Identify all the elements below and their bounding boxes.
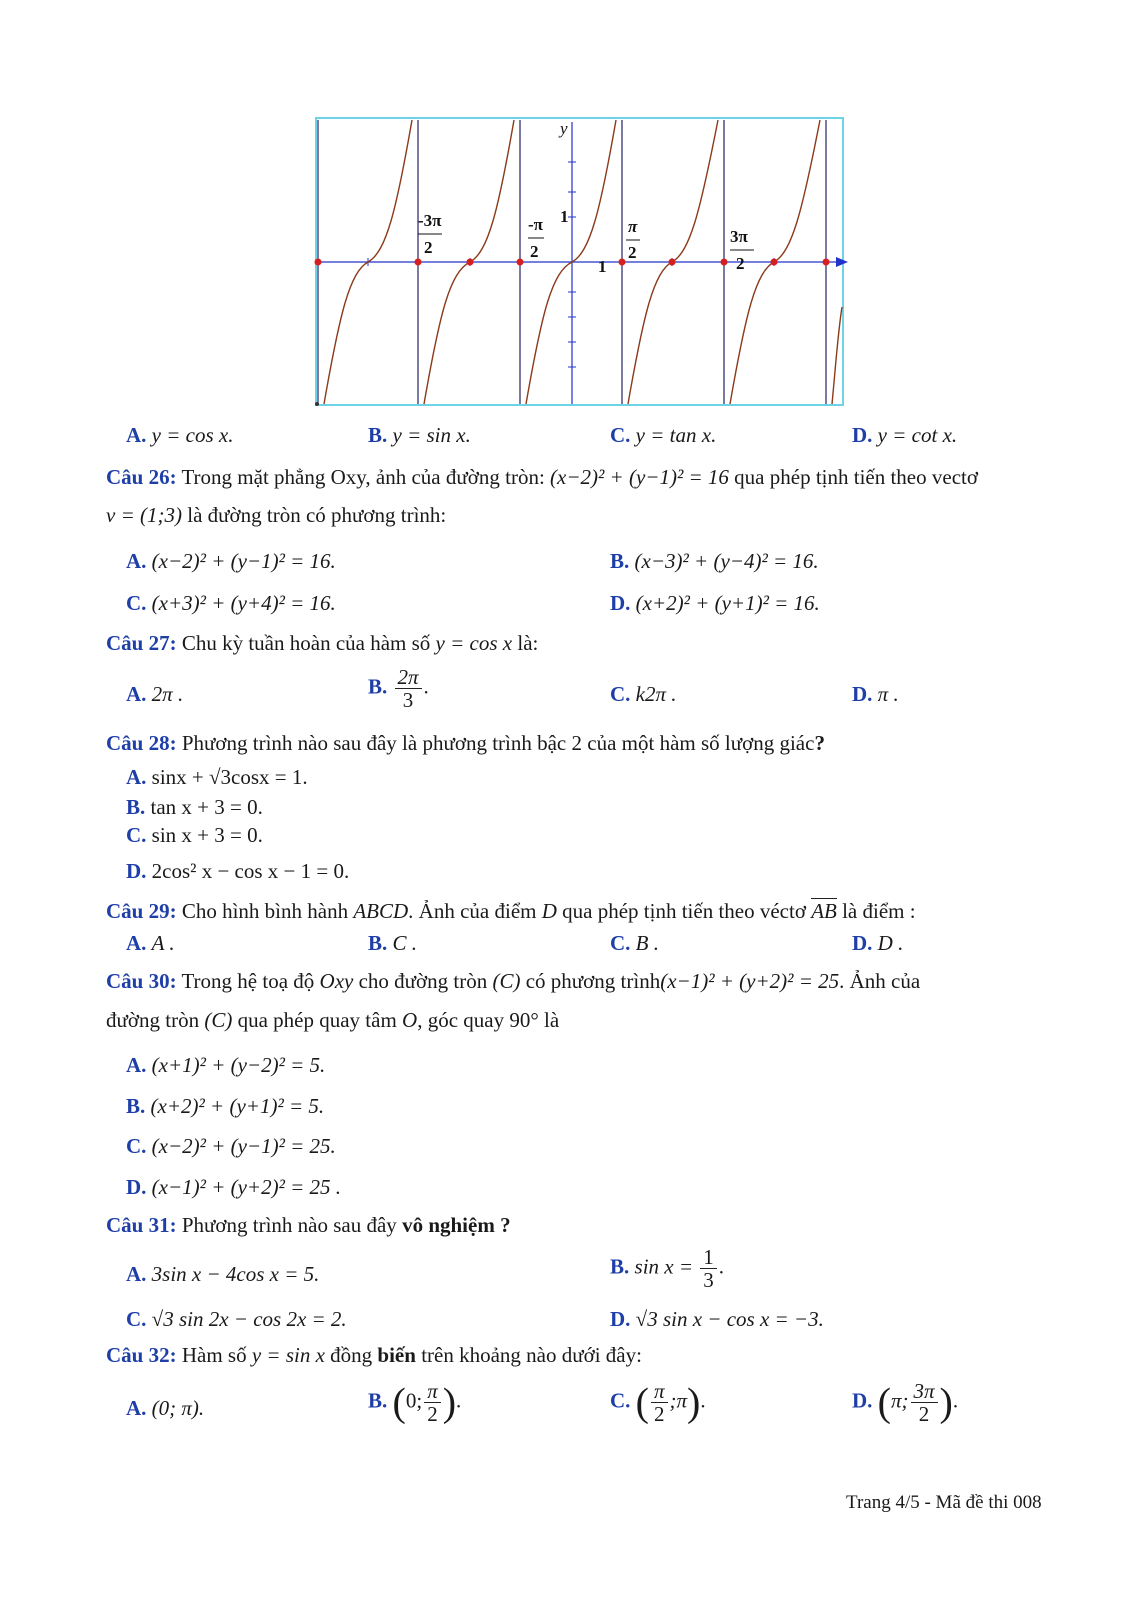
q27-option-b[interactable]: B. $\frac{2\pi}{3}$ . bbox=[368, 665, 429, 713]
q31-option-d[interactable]: D. √3 sin x − cos x = −3. bbox=[610, 1307, 824, 1331]
label-one-top: 1 bbox=[560, 207, 569, 226]
cot-graph bbox=[310, 112, 850, 412]
label-pi-den: 2 bbox=[628, 243, 637, 262]
q26-option-d[interactable]: D. (x+2)² + (y+1)² = 16. bbox=[610, 591, 820, 615]
label-3pi-num: 3π bbox=[730, 227, 748, 246]
q32-option-b[interactable]: B. (0; $\frac{\pi}{2}$ ). bbox=[368, 1379, 462, 1427]
q32-stem: Câu 32: Hàm số y = sin x đồng biến trên khoảng nào dưới đây: bbox=[106, 1343, 642, 1367]
q29-option-a[interactable]: A. A . bbox=[126, 931, 175, 955]
q25-option-d[interactable]: D. y = cot x. bbox=[852, 423, 958, 447]
q32-option-c[interactable]: C. ( $\frac{\pi}{2}$ ;π). bbox=[610, 1379, 706, 1427]
q27-option-d[interactable]: D. π . bbox=[852, 682, 899, 706]
label-one-right: 1 bbox=[598, 257, 607, 276]
q27-stem: Câu 27: Chu kỳ tuần hoàn của hàm số y = cos x là: bbox=[106, 631, 539, 655]
q30-stem-line2: đường tròn (C) qua phép quay tâm O, góc quay 90° là bbox=[106, 1008, 560, 1032]
label-3pi-den: 2 bbox=[736, 254, 745, 273]
q31-option-b[interactable]: B. sin x = $\frac{1}{3}$ . bbox=[610, 1245, 725, 1293]
q28-option-b[interactable]: B. tan x + 3 = 0. bbox=[126, 795, 263, 819]
q29-option-c[interactable]: C. B . bbox=[610, 931, 659, 955]
vector-v: v = (1;3) bbox=[106, 503, 182, 527]
label-m3pi-num: -3π bbox=[418, 211, 442, 230]
q28-stem: Câu 28: Phương trình nào sau đây là phương trình bậc 2 của một hàm số lượng giác? bbox=[106, 731, 825, 755]
label-mpi-num: -π bbox=[528, 215, 543, 234]
q30-stem-line1: Câu 30: Trong hệ toạ độ Oxy cho đường tròn (C) có phương trình(x−1)² + (y+2)² = 25. Ảnh của bbox=[106, 969, 921, 993]
q29-option-b[interactable]: B. C . bbox=[368, 931, 418, 955]
q27-option-a[interactable]: A. 2π . bbox=[126, 682, 184, 706]
page-footer: Trang 4/5 - Mã đề thi 008 bbox=[846, 1492, 1042, 1513]
graph-corner-dot bbox=[315, 402, 319, 406]
q26-stem-line2: v = (1;3) là đường tròn có phương trình: bbox=[106, 503, 447, 527]
q31-stem: Câu 31: Phương trình nào sau đây vô nghiệm ? bbox=[106, 1213, 511, 1237]
q28-option-d[interactable]: D. 2cos² x − cos x − 1 = 0. bbox=[126, 859, 350, 883]
q32-option-a[interactable]: A. (0; π). bbox=[126, 1396, 205, 1420]
q30-option-b[interactable]: B. (x+2)² + (y+1)² = 5. bbox=[126, 1094, 325, 1118]
vector-ab: AB bbox=[811, 899, 837, 923]
q29-option-d[interactable]: D. D . bbox=[852, 931, 904, 955]
q30-option-a[interactable]: A. (x+1)² + (y−2)² = 5. bbox=[126, 1053, 326, 1077]
q26-option-c[interactable]: C. (x+3)² + (y+4)² = 16. bbox=[126, 591, 336, 615]
q25-option-c[interactable]: C. y = tan x. bbox=[610, 423, 717, 447]
q27-option-c[interactable]: C. k2π . bbox=[610, 682, 677, 706]
q26-option-a[interactable]: A. (x−2)² + (y−1)² = 16. bbox=[126, 549, 336, 573]
label-mpi-den: 2 bbox=[530, 242, 539, 261]
q32-option-d[interactable]: D. (π; $\frac{3\pi}{2}$ ). bbox=[852, 1379, 959, 1427]
q28-option-a[interactable]: A. sinx + √3cosx = 1. bbox=[126, 765, 308, 789]
q26-stem-line1: Câu 26: Trong mặt phẳng Oxy, ảnh của đường tròn: (x−2)² + (y−1)² = 16 qua phép tịnh tiến theo vectơ bbox=[106, 465, 978, 489]
y-label: y bbox=[560, 119, 568, 138]
q30-option-d[interactable]: D. (x−1)² + (y+2)² = 25 . bbox=[126, 1175, 342, 1199]
q29-stem: Câu 29: Cho hình bình hành ABCD. Ảnh của điểm D qua phép tịnh tiến theo véctơ AB là điểm : bbox=[106, 899, 916, 923]
q31-option-c[interactable]: C. √3 sin 2x − cos 2x = 2. bbox=[126, 1307, 347, 1331]
q31-option-a[interactable]: A. 3sin x − 4cos x = 5. bbox=[126, 1262, 320, 1286]
q25-option-a[interactable]: A. y = cos x. bbox=[126, 423, 234, 447]
label-m3pi-den: 2 bbox=[424, 238, 433, 257]
q30-option-c[interactable]: C. (x−2)² + (y−1)² = 25. bbox=[126, 1134, 336, 1158]
label-pi-num: π bbox=[628, 217, 638, 236]
q28-option-c[interactable]: C. sin x + 3 = 0. bbox=[126, 823, 263, 847]
q25-option-b[interactable]: B. y = sin x. bbox=[368, 423, 471, 447]
q26-option-b[interactable]: B. (x−3)² + (y−4)² = 16. bbox=[610, 549, 819, 573]
